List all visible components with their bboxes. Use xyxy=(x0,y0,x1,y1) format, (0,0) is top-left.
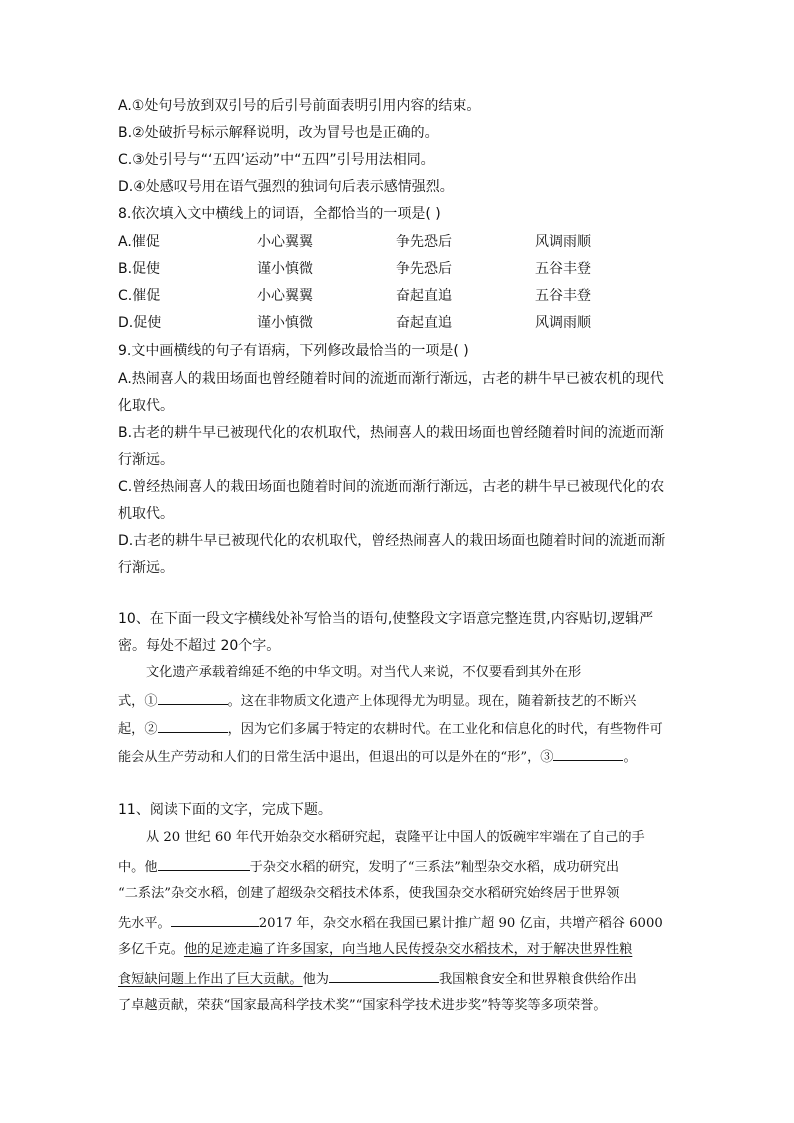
q10-passage-line3 xyxy=(118,718,663,740)
q11-passage-line4 xyxy=(118,912,663,934)
q10-passage-line1: 文化遗产承载着绵延不绝的中华文明。对当代人来说，不仅要看到其外在形 xyxy=(146,665,582,680)
q9-option-b-line2: 行渐远。 xyxy=(118,452,174,468)
q9-option-a-line1: A.热闹喜人的栽田场面也曾经随着时间的流逝而渐行渐远，古老的耕牛早已被农机的现代 xyxy=(118,371,664,387)
q8-word-2: 争先恐后 xyxy=(396,261,452,277)
q10-passage-text: 能会从生产劳动和人们的日常生活中退出，但退出的可以是外在的“形”，③ xyxy=(118,750,554,765)
q10-passage-line4 xyxy=(118,746,637,768)
q11-passage-line1: 从 20 世纪 60 年代开始杂交水稻研究起，袁隆平让中国人的饭碗牢牢端在了自己的手 xyxy=(146,830,645,845)
q10-passage-line2 xyxy=(118,690,636,712)
q8-option-label: C.催促 xyxy=(118,288,161,304)
q9-question: 9.文中画横线的句子有语病，下列修改最恰当的一项是( ) xyxy=(118,343,469,359)
q8-word-2: 奋起直追 xyxy=(396,315,452,331)
q11-passage-line3: “二系法”杂交水稻，创建了超级杂交稻技术体系，使我国杂交水稻研究始终居于世界领 xyxy=(118,886,620,901)
q11-blank-1[interactable] xyxy=(158,856,250,871)
q9-option-a-line2: 化取代。 xyxy=(118,398,174,414)
q10-passage-text: 起，② xyxy=(118,722,158,737)
q10-blank-3[interactable] xyxy=(553,746,623,761)
q8-word-1: 谨小慎微 xyxy=(257,261,313,277)
q10-blank-1[interactable] xyxy=(158,690,228,705)
q11-passage-line7: 了卓越贡献，荣获“国家最高科学技术奖”“国家科学技术进步奖”特等奖等多项荣誉。 xyxy=(118,998,607,1013)
q8-word-1: 谨小慎微 xyxy=(257,315,313,331)
q8-word-3: 风调雨顺 xyxy=(535,315,591,331)
q8-word-2: 奋起直追 xyxy=(396,288,452,304)
q8-option-label: D.促使 xyxy=(118,315,162,331)
q10-passage-text: 。这在非物质文化遗产上体现得尤为明显。现在，随着新技艺的不断兴 xyxy=(227,694,637,709)
q10-prompt-line2: 密。每处不超过 20个字。 xyxy=(118,638,281,654)
q11-passage-text: 先水平。 xyxy=(118,916,171,931)
q9-option-c-line1: C.曾经热闹喜人的栽田场面也随着时间的流逝而渐行渐远，古老的耕牛早已被现代化的农 xyxy=(118,479,665,495)
q11-passage-text: 中。他 xyxy=(118,860,158,875)
q8-question: 8.依次填入文中横线上的词语，全都恰当的一项是( ) xyxy=(118,206,441,222)
q11-underlined-sentence: 食短缺问题上作出了巨大贡献。 xyxy=(118,972,303,987)
q11-passage-text: 多亿千克。 xyxy=(118,942,184,957)
q11-underlined-sentence: 他的足迹走遍了许多国家，向当地人民传授杂交水稻技术，对于解决世界性粮 xyxy=(183,942,633,957)
q11-title: 11、阅读下面的文字，完成下题。 xyxy=(118,802,332,818)
q7-option-c: C.③处引号与“‘五四’运动”中“五四”引号用法相同。 xyxy=(118,152,435,168)
q7-option-a: A.①处句号放到双引号的后引号前面表明引用内容的结束。 xyxy=(118,98,481,114)
q10-blank-2[interactable] xyxy=(158,718,228,733)
q11-passage-text: 我国粮食安全和世界粮食供给作出 xyxy=(439,972,637,987)
q9-option-b-line1: B.古老的耕牛早已被现代化的农机取代，热闹喜人的栽田场面也曾经随着时间的流逝而渐 xyxy=(118,425,665,441)
q11-passage-text: 他为 xyxy=(302,972,329,987)
q8-word-3: 五谷丰登 xyxy=(535,261,591,277)
q11-passage-line6 xyxy=(118,968,637,990)
q11-passage-text: 2017 年，杂交水稻在我国已累计推广超 90 亿亩，共增产稻谷 6000 xyxy=(258,916,663,931)
q7-option-b: B.②处破折号标示解释说明，改为冒号也是正确的。 xyxy=(118,125,439,141)
q9-option-d-line1: D.古老的耕牛早已被现代化的农机取代，曾经热闹喜人的栽田场面也随着时间的流逝而渐 xyxy=(118,533,666,549)
q11-passage-line5 xyxy=(118,940,632,960)
q8-option-label: A.催促 xyxy=(118,234,160,250)
q10-passage-text: 式，① xyxy=(118,694,158,709)
q10-passage-text: 。 xyxy=(623,750,637,765)
q11-blank-2[interactable] xyxy=(171,912,259,927)
q9-option-d-line2: 行渐远。 xyxy=(118,560,174,576)
q8-word-3: 五谷丰登 xyxy=(535,288,591,304)
q7-option-d: D.④处感叹号用在语气强烈的独词句后表示感情强烈。 xyxy=(118,179,454,195)
q8-word-1: 小心翼翼 xyxy=(257,234,313,250)
q9-option-c-line2: 机取代。 xyxy=(118,506,174,522)
q10-prompt-line1: 10、在下面一段文字横线处补写恰当的语句,使整段文字语意完整连贯,内容贴切,逻辑严 xyxy=(118,611,654,627)
q8-word-2: 争先恐后 xyxy=(396,234,452,250)
q11-passage-text: 于杂交水稻的研究，发明了“三系法”籼型杂交水稻，成功研究出 xyxy=(249,860,620,875)
q11-passage-line2 xyxy=(118,856,619,878)
q8-word-3: 风调雨顺 xyxy=(535,234,591,250)
q11-blank-3[interactable] xyxy=(329,968,439,983)
q8-option-label: B.促使 xyxy=(118,261,161,277)
q8-word-1: 小心翼翼 xyxy=(257,288,313,304)
q10-passage-text: ，因为它们多属于特定的农耕时代。在工业化和信息化的时代，有些物件可 xyxy=(227,722,663,737)
